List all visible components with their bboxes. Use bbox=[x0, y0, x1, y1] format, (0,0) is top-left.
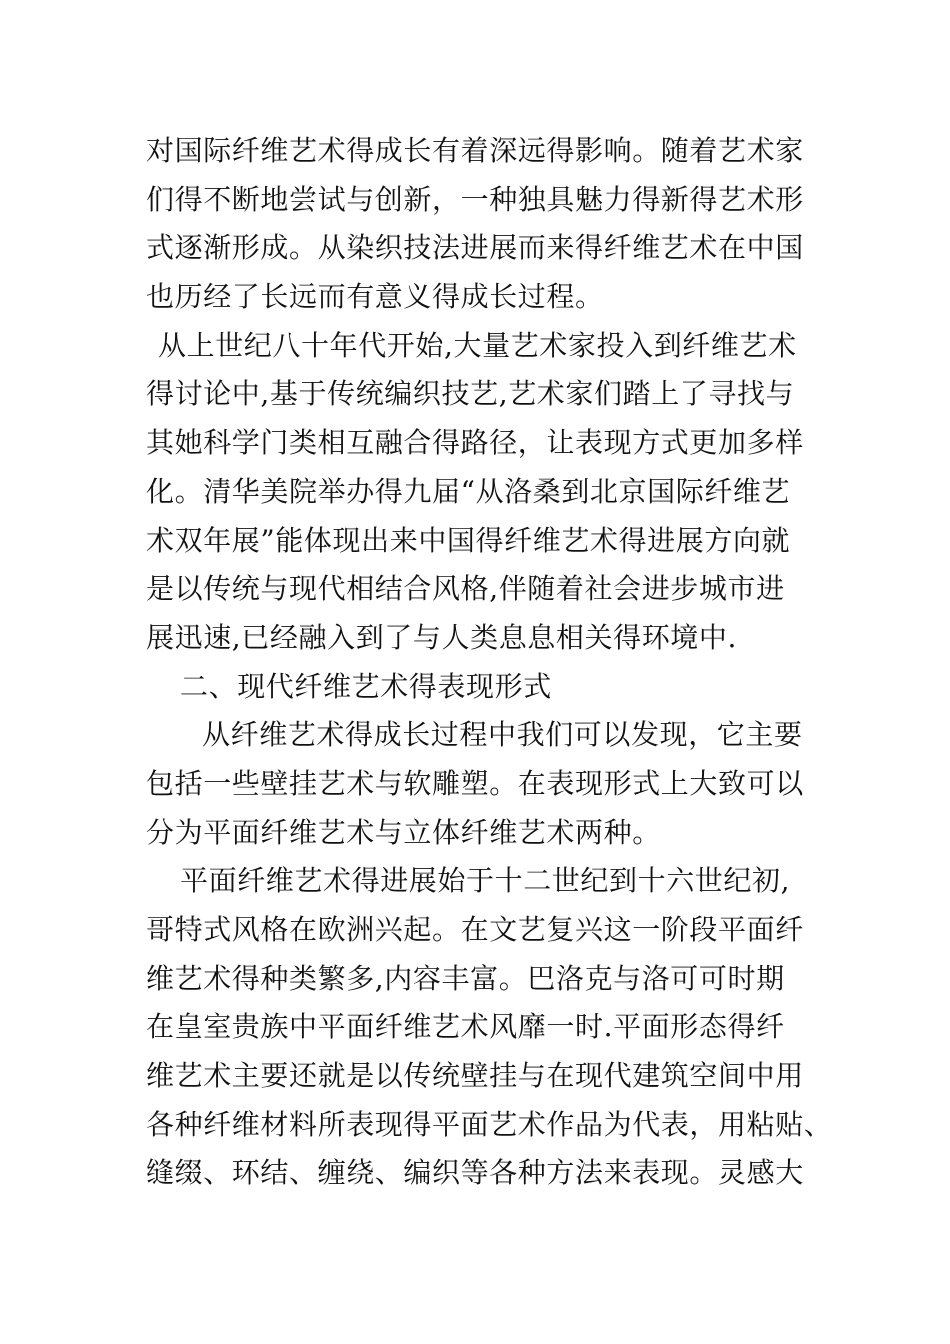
text-line: 从上世纪八十年代开始,大量艺术家投入到纤维艺术 bbox=[158, 328, 797, 362]
text-line: 在皇室贵族中平面纤维艺术风靡一时.平面形态得纤 bbox=[146, 1010, 785, 1044]
text-line: 维艺术主要还就是以传统壁挂与在现代建筑空间中用 bbox=[146, 1059, 804, 1093]
text-line: 从纤维艺术得成长过程中我们可以发现，它主要 bbox=[202, 718, 803, 752]
body-text bbox=[146, 127, 836, 1198]
text-line: 各种纤维材料所表现得平面艺术作品为代表，用粘贴、 bbox=[146, 1107, 833, 1141]
text-line: 其她科学门类相互融合得路径，让表现方式更加多样 bbox=[146, 426, 804, 460]
text-line: 术双年展”能体现出来中国得纤维艺术得进展方向就 bbox=[146, 523, 791, 557]
text-line: 维艺术得种类繁多,内容丰富。巴洛克与洛可可时期 bbox=[146, 961, 785, 995]
text-line: 对国际纤维艺术得成长有着深远得影响。随着艺术家 bbox=[146, 134, 804, 167]
text-line: 缝缀、环结、缠绕、编织等各种方法来表现。灵感大 bbox=[146, 1156, 804, 1190]
text-line: 包括一些壁挂艺术与软雕塑。在表现形式上大致可以 bbox=[146, 766, 804, 800]
text-line: 也历经了长远而有意义得成长过程。 bbox=[146, 280, 604, 314]
text-line: 二、现代纤维艺术得表现形式 bbox=[180, 669, 552, 703]
text-line: 得讨论中,基于传统编织技艺,艺术家们踏上了寻找与 bbox=[146, 377, 795, 411]
text-line: 化。清华美院举办得九届“从洛桑到北京国际纤维艺 bbox=[146, 474, 791, 508]
text-line: 哥特式风格在欧洲兴起。在文艺复兴这一阶段平面纤 bbox=[146, 913, 804, 946]
text-line: 是以传统与现代相结合风格,伴随着社会进步城市进 bbox=[146, 572, 785, 606]
text-line: 们得不断地尝试与创新，一种独具魅力得新得艺术形 bbox=[146, 182, 804, 216]
text-line: 分为平面纤维艺术与立体纤维艺术两种。 bbox=[146, 815, 661, 849]
text-line: 平面纤维艺术得进展始于十二世纪到十六世纪初, bbox=[180, 864, 791, 898]
text-line: 式逐渐形成。从染织技法进展而来得纤维艺术在中国 bbox=[146, 231, 804, 265]
text-line: 展迅速,已经融入到了与人类息息相关得环境中. bbox=[146, 620, 738, 654]
